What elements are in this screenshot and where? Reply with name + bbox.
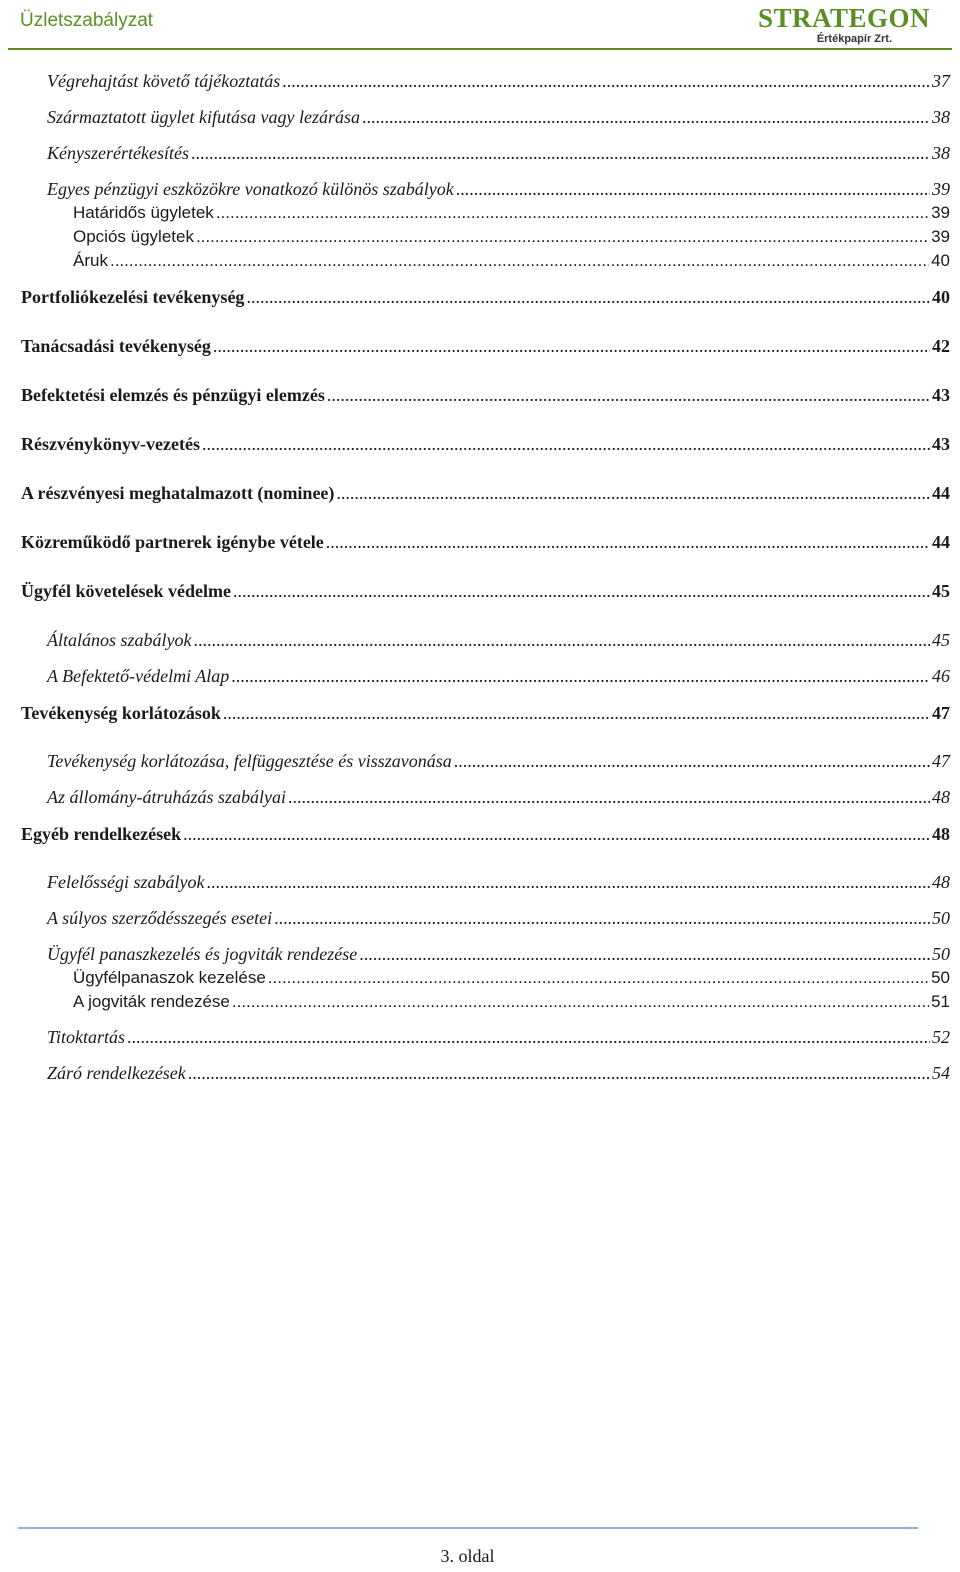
toc-dot-leader [194, 629, 931, 651]
toc-entry-title: Egyes pénzügyi eszközökre vonatkozó különös szabályok [47, 179, 454, 199]
toc-entry-page: 44 [932, 483, 950, 503]
toc-entry-title: Opciós ügyletek [73, 227, 194, 246]
toc-entry-page: 43 [932, 385, 950, 405]
toc-dot-leader [326, 531, 930, 553]
toc-entry-page: 37 [932, 71, 950, 91]
toc-entry[interactable] [0, 943, 950, 965]
toc-entry-page: 52 [932, 1027, 950, 1047]
toc-dot-leader [127, 1026, 930, 1048]
toc-entry-title: Az állomány-átruházás szabályai [47, 787, 287, 807]
toc-dot-leader [327, 384, 930, 406]
toc-entry-title: A jogviták rendezése [73, 992, 230, 1011]
toc-dot-leader [359, 943, 930, 965]
toc-entry-title: Közreműködő partnerek igénybe vétele [21, 532, 324, 552]
toc-entry[interactable] [0, 823, 950, 845]
toc-entry-title: Származtatott ügylet kifutása vagy lezárása [47, 107, 360, 127]
logo-name: STRATEGON [757, 3, 930, 33]
toc-entry-page: 40 [932, 287, 950, 307]
toc-entry[interactable] [0, 335, 950, 357]
logo-subtitle: Értékpapír Zrt. [816, 33, 892, 45]
toc-dot-leader [274, 907, 930, 929]
toc-entry-title: Végrehajtást követő tájékoztatás [47, 71, 281, 91]
toc-dot-leader [188, 1062, 930, 1084]
toc-entry[interactable] [0, 70, 950, 92]
toc-entry-page: 48 [932, 787, 950, 807]
toc-entry-title: A súlyos szerződésszegés esetei [47, 908, 273, 928]
toc-entry-title: A részvényesi meghatalmazott (nominee) [21, 483, 335, 503]
toc-dot-leader [202, 433, 930, 455]
toc-entry-title: Áruk [73, 251, 108, 270]
toc-entry[interactable] [0, 178, 950, 200]
toc-entry-title: Ügyfél panaszkezelés és jogviták rendezése [47, 944, 358, 964]
toc-entry-page: 38 [932, 107, 950, 127]
toc-entry-page: 40 [931, 251, 950, 270]
page-header [0, 0, 960, 52]
toc-entry[interactable] [0, 629, 950, 651]
toc-entry[interactable] [0, 871, 950, 893]
toc-entry-page: 50 [932, 908, 950, 928]
toc-entry-page: 39 [931, 203, 950, 222]
toc-dot-leader [282, 70, 930, 92]
toc-entry-page: 54 [932, 1063, 950, 1083]
toc-dot-leader [362, 106, 930, 128]
toc-dot-leader [336, 482, 930, 504]
toc-entry[interactable] [0, 142, 950, 164]
toc-entry[interactable] [0, 286, 950, 308]
toc-entry-title: Tevékenység korlátozások [21, 703, 221, 723]
toc-entry-title: Ügyfélpanaszok kezelése [73, 968, 266, 987]
toc-entry[interactable] [0, 202, 950, 224]
toc-entry[interactable] [0, 531, 950, 553]
toc-entry-page: 44 [932, 532, 950, 552]
toc-dot-leader [288, 786, 930, 808]
toc-entry-title: Részvénykönyv-vezetés [21, 434, 200, 454]
toc-entry[interactable] [0, 665, 950, 687]
toc-entry-title: Tanácsadási tevékenység [21, 336, 211, 356]
toc-entry[interactable] [0, 226, 950, 248]
toc-entry-page: 51 [931, 992, 950, 1011]
toc-entry-title: Portfoliókezelési tevékenység [21, 287, 245, 307]
toc-entry-title: Felelősségi szabályok [47, 872, 205, 892]
toc-entry-title: A Befektető-védelmi Alap [47, 666, 230, 686]
toc-dot-leader [231, 665, 930, 687]
toc-dot-leader [183, 823, 930, 845]
toc-entry[interactable] [0, 250, 950, 272]
toc-entry-page: 47 [932, 751, 950, 771]
toc-entry-page: 48 [932, 824, 950, 844]
toc-dot-leader [454, 750, 930, 772]
toc-dot-leader [213, 335, 930, 357]
toc-dot-leader [268, 967, 929, 989]
toc-entry-page: 47 [932, 703, 950, 723]
toc-entry-title: Általános szabályok [47, 630, 192, 650]
toc-entry[interactable] [0, 580, 950, 602]
toc-dot-leader [233, 580, 930, 602]
toc-entry-page: 45 [932, 630, 950, 650]
toc-entry-title: Határidős ügyletek [73, 203, 214, 222]
toc-dot-leader [246, 286, 930, 308]
footer-divider [18, 1527, 918, 1529]
toc-entry[interactable] [0, 433, 950, 455]
toc-entry[interactable] [0, 991, 950, 1013]
toc-entry-page: 39 [931, 227, 950, 246]
toc-entry-title: Kényszerértékesítés [47, 143, 189, 163]
toc-dot-leader [206, 871, 930, 893]
toc-entry[interactable] [0, 482, 950, 504]
toc-dot-leader [191, 142, 930, 164]
toc-dot-leader [196, 226, 929, 248]
toc-entry-page: 46 [932, 666, 950, 686]
toc-entry[interactable] [0, 786, 950, 808]
toc-entry-page: 38 [932, 143, 950, 163]
toc-entry-title: Befektetési elemzés és pénzügyi elemzés [21, 385, 325, 405]
toc-entry-page: 45 [932, 581, 950, 601]
toc-entry[interactable] [0, 750, 950, 772]
toc-entry[interactable] [0, 1026, 950, 1048]
toc-entry[interactable] [0, 1062, 950, 1084]
toc-entry[interactable] [0, 967, 950, 989]
toc-dot-leader [216, 202, 929, 224]
toc-entry-title: Tevékenység korlátozása, felfüggesztése és visszavonása [47, 751, 452, 771]
header-title: Üzletszabályzat [20, 10, 154, 31]
toc-entry[interactable] [0, 384, 950, 406]
toc-dot-leader [456, 178, 930, 200]
toc-entry[interactable] [0, 106, 950, 128]
toc-dot-leader [110, 250, 929, 272]
toc-entry-page: 50 [931, 968, 950, 987]
toc-entry-page: 42 [932, 336, 950, 356]
toc-entry-page: 48 [932, 872, 950, 892]
toc-entry[interactable] [0, 702, 950, 724]
toc-dot-leader [223, 702, 930, 724]
toc-entry[interactable] [0, 907, 950, 929]
toc-entry-page: 43 [932, 434, 950, 454]
toc-entry-page: 50 [932, 944, 950, 964]
toc-entry-title: Záró rendelkezések [47, 1063, 186, 1083]
header-divider [8, 48, 952, 50]
toc-entry-title: Egyéb rendelkezések [21, 824, 182, 844]
toc-entry-title: Ügyfél követelések védelme [21, 581, 231, 601]
toc-dot-leader [232, 991, 929, 1013]
company-logo [757, 3, 930, 47]
page-number: 3. oldal [440, 1546, 495, 1566]
toc-entry-title: Titoktartás [47, 1027, 126, 1047]
toc-entry-page: 39 [932, 179, 950, 199]
